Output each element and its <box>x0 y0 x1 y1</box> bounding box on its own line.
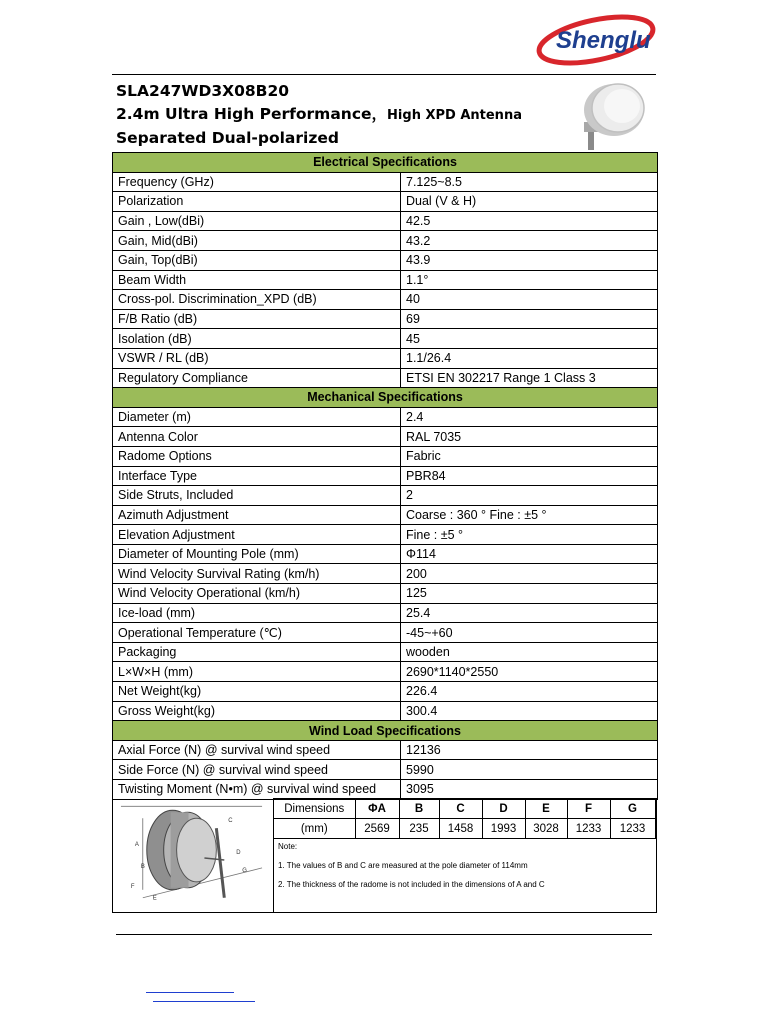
table-row <box>113 662 658 682</box>
spec-name: Polarization <box>113 192 401 212</box>
dim-header: E <box>525 799 567 819</box>
svg-text:D: D <box>236 850 241 857</box>
dim-value: 1233 <box>567 819 610 839</box>
spec-value: 300.4 <box>401 701 658 721</box>
product-subtitle: 2.4m Ultra High Performance，High XPD Antenna <box>116 105 522 123</box>
spec-name: Diameter of Mounting Pole (mm) <box>113 544 401 564</box>
table-row <box>113 290 658 310</box>
dim-value: 1458 <box>439 819 482 839</box>
spec-name: Cross-pol. Discrimination_XPD (dB) <box>113 290 401 310</box>
note-item: 2. The thickness of the radome is not included in the dimensions of A and C <box>278 880 545 889</box>
spec-value: 3095 <box>401 780 658 800</box>
section-header-row <box>113 721 658 741</box>
table-row <box>113 682 658 702</box>
spec-name: Regulatory Compliance <box>113 368 401 388</box>
spec-value: wooden <box>401 642 658 662</box>
dimensions-table <box>274 798 656 839</box>
spec-value: 200 <box>401 564 658 584</box>
section-header-row <box>113 153 658 173</box>
spec-value: 69 <box>401 309 658 329</box>
spec-value: 7.125~8.5 <box>401 172 658 192</box>
table-row <box>113 740 658 760</box>
spec-name: Isolation (dB) <box>113 329 401 349</box>
antenna-product-image <box>572 78 652 150</box>
table-row <box>113 407 658 427</box>
spec-name: Side Struts, Included <box>113 486 401 506</box>
spec-name: Elevation Adjustment <box>113 525 401 545</box>
table-row <box>113 309 658 329</box>
spec-value: 45 <box>401 329 658 349</box>
spec-value: 2690*1140*2550 <box>401 662 658 682</box>
spec-value: Φ114 <box>401 544 658 564</box>
spec-value: 125 <box>401 584 658 604</box>
table-row <box>113 348 658 368</box>
section-header-row <box>113 388 658 408</box>
spec-name: Operational Temperature (℃) <box>113 623 401 643</box>
table-row <box>113 446 658 466</box>
spec-name: Net Weight(kg) <box>113 682 401 702</box>
table-row <box>113 701 658 721</box>
svg-text:Shenglu: Shenglu <box>556 27 651 54</box>
spec-name: Axial Force (N) @ survival wind speed <box>113 740 401 760</box>
dim-header: F <box>567 799 610 819</box>
spec-name: F/B Ratio (dB) <box>113 309 401 329</box>
specifications-table <box>112 152 658 800</box>
spec-value: 5990 <box>401 760 658 780</box>
spec-name: Azimuth Adjustment <box>113 505 401 525</box>
spec-name: Interface Type <box>113 466 401 486</box>
dim-value: 1233 <box>610 819 655 839</box>
spec-value: ETSI EN 302217 Range 1 Class 3 <box>401 368 658 388</box>
table-row <box>113 780 658 800</box>
spec-value: Fine : ±5 ° <box>401 525 658 545</box>
spec-name: Beam Width <box>113 270 401 290</box>
table-row <box>113 211 658 231</box>
dimensions-value-row <box>274 819 655 839</box>
dimensions-unit: (mm) <box>274 819 355 839</box>
table-row <box>113 329 658 349</box>
dimensions-label: Dimensions <box>274 799 355 819</box>
table-row <box>113 368 658 388</box>
spec-value: PBR84 <box>401 466 658 486</box>
notes-title: Note: <box>278 842 298 851</box>
dim-header: D <box>482 799 525 819</box>
svg-text:B: B <box>140 863 145 870</box>
spec-value: 2 <box>401 486 658 506</box>
spec-name: Antenna Color <box>113 427 401 447</box>
header-rule <box>112 74 656 75</box>
dim-value: 3028 <box>525 819 567 839</box>
table-row <box>113 466 658 486</box>
spec-name: Wind Velocity Survival Rating (km/h) <box>113 564 401 584</box>
spec-name: Frequency (GHz) <box>113 172 401 192</box>
table-row <box>113 544 658 564</box>
dimensions-header-row <box>274 799 655 819</box>
spec-name: Gross Weight(kg) <box>113 701 401 721</box>
section-heading: Mechanical Specifications <box>113 388 658 408</box>
table-row <box>113 270 658 290</box>
footer-link-underline[interactable] <box>153 1001 255 1002</box>
svg-text:A: A <box>134 842 139 849</box>
table-row <box>113 564 658 584</box>
table-row <box>113 525 658 545</box>
table-row <box>113 760 658 780</box>
dimensions-section <box>112 798 657 913</box>
dim-header: B <box>399 799 439 819</box>
footer-link-underline[interactable] <box>146 992 234 993</box>
table-row <box>113 231 658 251</box>
table-row <box>113 505 658 525</box>
spec-name: Side Force (N) @ survival wind speed <box>113 760 401 780</box>
spec-value: Fabric <box>401 446 658 466</box>
spec-value: -45~+60 <box>401 623 658 643</box>
note-item: 1. The values of B and C are measured at the pole diameter of 114mm <box>278 861 528 870</box>
spec-name: Gain , Low(dBi) <box>113 211 401 231</box>
spec-name: Gain, Mid(dBi) <box>113 231 401 251</box>
dimension-notes <box>278 842 656 899</box>
spec-value: 42.5 <box>401 211 658 231</box>
antenna-dimension-drawing <box>113 798 274 912</box>
table-row <box>113 172 658 192</box>
spec-value: Coarse : 360 ° Fine : ±5 ° <box>401 505 658 525</box>
spec-value: Dual (V & H) <box>401 192 658 212</box>
dim-header: C <box>439 799 482 819</box>
table-row <box>113 584 658 604</box>
product-type: Separated Dual-polarized <box>116 129 339 147</box>
shenglu-logo <box>530 10 660 70</box>
product-title <box>116 80 556 150</box>
section-heading: Wind Load Specifications <box>113 721 658 741</box>
spec-value: 12136 <box>401 740 658 760</box>
table-row <box>113 192 658 212</box>
table-row <box>113 603 658 623</box>
spec-name: Twisting Moment (N•m) @ survival wind speed <box>113 780 401 800</box>
spec-value: 2.4 <box>401 407 658 427</box>
spec-name: Ice-load (mm) <box>113 603 401 623</box>
table-row <box>113 623 658 643</box>
svg-text:F: F <box>130 883 135 890</box>
model-number: SLA247WD3X08B20 <box>116 82 290 100</box>
section-heading: Electrical Specifications <box>113 153 658 173</box>
spec-name: Packaging <box>113 642 401 662</box>
spec-value: RAL 7035 <box>401 427 658 447</box>
table-row <box>113 427 658 447</box>
spec-value: 43.9 <box>401 250 658 270</box>
table-row <box>113 250 658 270</box>
svg-text:E: E <box>152 895 157 902</box>
spec-value: 25.4 <box>401 603 658 623</box>
spec-name: VSWR / RL (dB) <box>113 348 401 368</box>
spec-name: Wind Velocity Operational (km/h) <box>113 584 401 604</box>
svg-text:G: G <box>242 867 247 874</box>
dim-header: ΦA <box>355 799 399 819</box>
spec-name: Diameter (m) <box>113 407 401 427</box>
dim-value: 2569 <box>355 819 399 839</box>
table-row <box>113 642 658 662</box>
dim-value: 235 <box>399 819 439 839</box>
spec-value: 40 <box>401 290 658 310</box>
spec-name: Radome Options <box>113 446 401 466</box>
spec-value: 1.1/26.4 <box>401 348 658 368</box>
spec-name: L×W×H (mm) <box>113 662 401 682</box>
dim-header: G <box>610 799 655 819</box>
spec-value: 1.1° <box>401 270 658 290</box>
table-row <box>113 486 658 506</box>
spec-value: 43.2 <box>401 231 658 251</box>
footer-rule <box>116 934 652 935</box>
svg-text:C: C <box>228 818 233 825</box>
spec-name: Gain, Top(dBi) <box>113 250 401 270</box>
dim-value: 1993 <box>482 819 525 839</box>
spec-value: 226.4 <box>401 682 658 702</box>
